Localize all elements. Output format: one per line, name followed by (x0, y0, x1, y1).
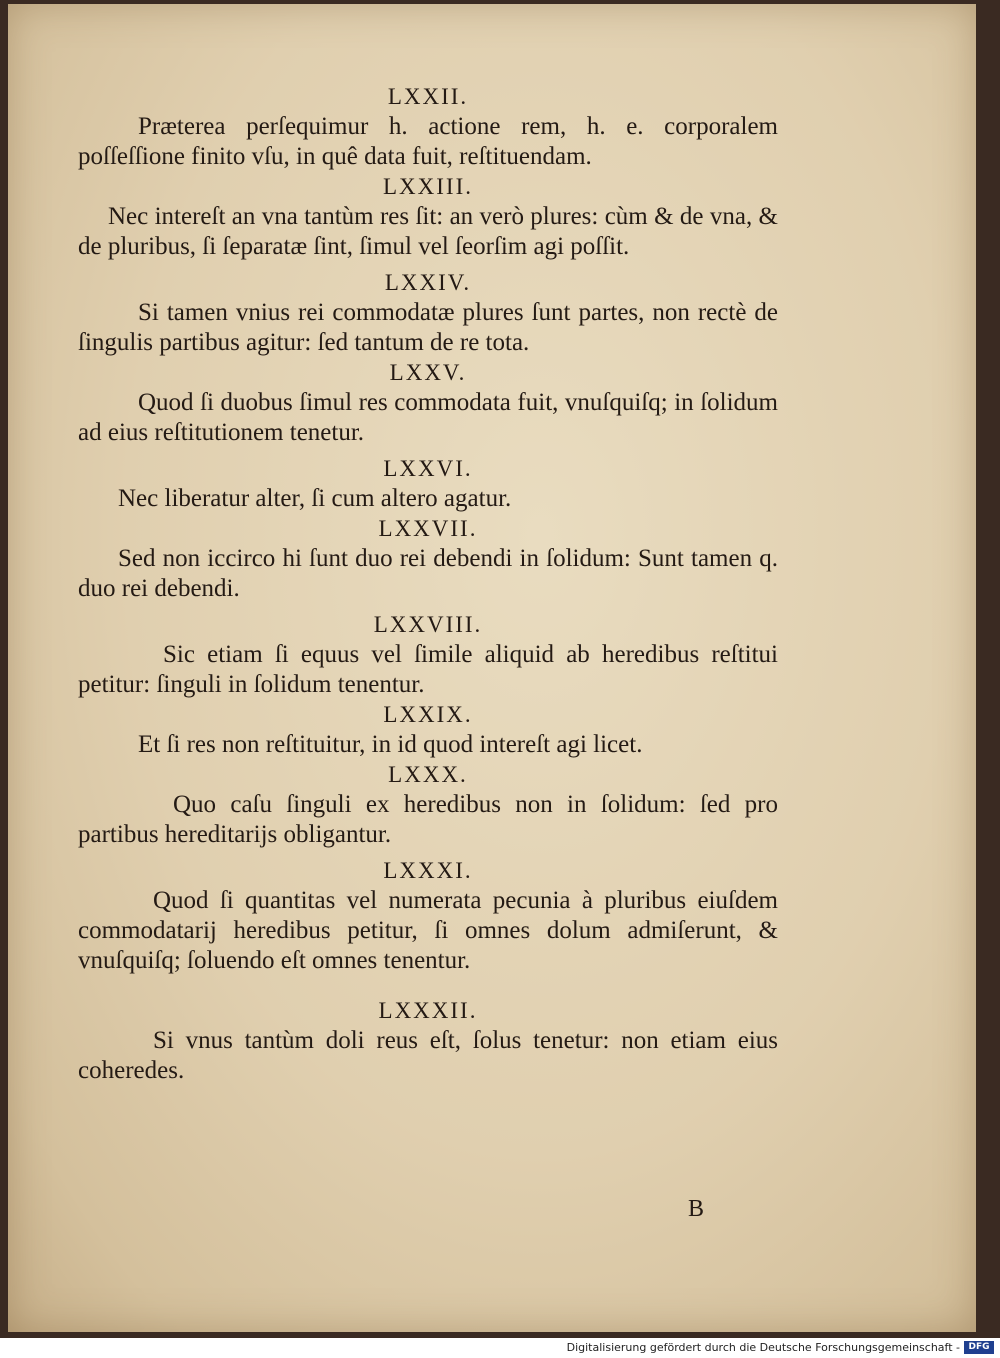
section-text: Nec intereſt an vna tantùm res ſit: an verò plures: cùm & de vna, & de pluribus, ſi ſeparatæ ſint, ſimul vel ſeorſim agi poſſit. (78, 203, 778, 260)
section-text: Sed non iccirco hi ſunt duo rei debendi in ſolidum: Sunt tamen q. duo rei debendi. (78, 545, 778, 602)
section-number: LXXII. (387, 84, 469, 109)
footer-bar (0, 1338, 1000, 1358)
section-text: Et ſi res non reſtituitur, in id quod intereſt agi licet. (138, 731, 643, 758)
section-number: LXXX. (388, 762, 468, 787)
section-number: LXXXI. (383, 858, 473, 883)
section-text: Quo caſu ſinguli ex heredibus non in ſolidum: ſed pro partibus hereditarijs obligantur. (78, 791, 778, 848)
section-number: LXXXII. (378, 998, 478, 1023)
funding-notice: Digitalisierung gefördert durch die Deutsche Forschungsgemeinschaft - (566, 1341, 960, 1354)
text-block (78, 82, 778, 1086)
section-number: LXXIV. (384, 270, 472, 295)
dfg-logo: DFG (964, 1341, 994, 1354)
section-number: LXXV. (389, 360, 467, 385)
section-text: Si vnus tantùm doli reus eſt, ſolus tenetur: non etiam eius coheredes. (78, 1027, 778, 1084)
section-number: LXXVII. (378, 516, 478, 541)
section-text: Quod ſi quantitas vel numerata pecunia à pluribus eiuſdem commodatarij heredibus petitur, ſi omnes dolum admiſerunt, & vnuſquiſq; ſoluendo eſt omnes tenentur. (78, 887, 778, 974)
section-text: Præterea perſequimur h. actione rem, h. e. corporalem poſſeſſione finito vſu, in quê data fuit, reſtituendam. (78, 113, 778, 170)
signature-mark: B (688, 1196, 705, 1222)
section-text: Quod ſi duobus ſimul res commodata fuit, vnuſquiſq; in ſolidum ad eius reſtitutionem tenetur. (78, 389, 778, 446)
section-number: LXXIII. (383, 174, 473, 199)
section-number: LXXIX. (383, 702, 473, 727)
section-number: LXXVI. (383, 456, 473, 481)
section-text: Sic etiam ſi equus vel ſimile aliquid ab heredibus reſtitui petitur: ſinguli in ſolidum tenentur. (78, 641, 778, 698)
section-text: Nec liberatur alter, ſi cum altero agatur. (118, 485, 512, 512)
book-page (8, 4, 976, 1332)
section-text: Si tamen vnius rei commodatæ plures ſunt partes, non rectè de ſingulis partibus agitur: ſed tantum de re tota. (78, 299, 778, 356)
section-number: LXXVIII. (373, 612, 483, 637)
